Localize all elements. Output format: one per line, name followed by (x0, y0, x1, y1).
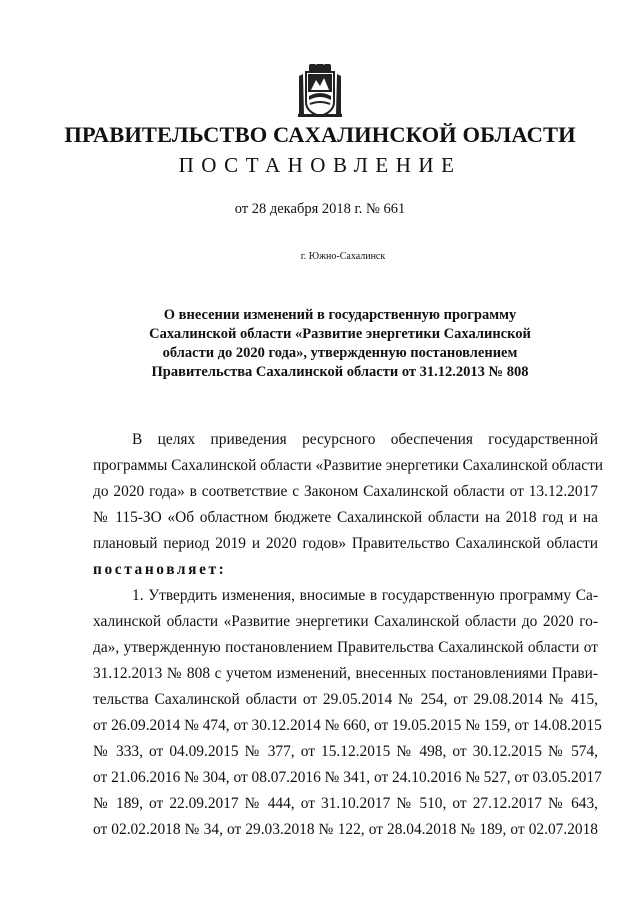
item-line: от 21.06.2016 № 304, от 08.07.2016 № 341, от 24.10.2016 № 527, от 03.05.2017 (93, 769, 602, 786)
item-line: от 02.02.2018 № 34, от 29.03.2018 № 122, от 28.04.2018 № 189, от 02.07.2018 (93, 821, 598, 838)
preamble-line: В целях приведения ресурсного обеспечения государственной (132, 431, 598, 448)
item-line: халинской области «Развитие энергетики Сахалинской области до 2020 го- (93, 613, 598, 630)
document-subject (120, 306, 560, 382)
subject-line: области до 2020 года», утвержденную постановлением (162, 345, 518, 361)
item-line: № 333, от 04.09.2015 № 377, от 15.12.2015 № 498, от 30.12.2015 № 574, (93, 743, 598, 760)
item-line: № 189, от 22.09.2017 № 444, от 31.10.2017 № 510, от 27.12.2017 № 643, (93, 795, 598, 812)
document-type: ПОСТАНОВЛЕНИЕ (178, 153, 462, 177)
item-line: 1. Утвердить изменения, вносимые в государственную программу Са- (132, 587, 598, 604)
subject-line: Правительства Сахалинской области от 31.12.2013 № 808 (151, 364, 529, 380)
resolve-word: постановляет: (93, 561, 227, 578)
item-1-paragraph (93, 583, 602, 843)
preamble-line: до 2020 года» в соответствие с Законом Сахалинской области от 13.12.2017 (93, 483, 598, 500)
preamble-line: № 115-ЗО «Об областном бюджете Сахалинской области на 2018 год и на (93, 509, 598, 526)
preamble-line: программы Сахалинской области «Развитие энергетики Сахалинской области (93, 457, 604, 474)
subject-line: О внесении изменений в государственную программу (163, 307, 517, 323)
document-city: г. Южно-Сахалинск (300, 251, 386, 262)
government-title: ПРАВИТЕЛЬСТВО САХАЛИНСКОЙ ОБЛАСТИ (64, 122, 576, 147)
item-line: да», утвержденную постановлением Правительства Сахалинской области от (93, 639, 598, 656)
coat-of-arms-emblem (296, 64, 344, 120)
item-line: 31.12.2013 № 808 с учетом изменений, внесенных постановлениями Прави- (93, 665, 598, 682)
subject-line: Сахалинской области «Развитие энергетики Сахалинской (149, 326, 531, 342)
preamble-paragraph (93, 427, 604, 583)
item-line: от 26.09.2014 № 474, от 30.12.2014 № 660, от 19.05.2015 № 159, от 14.08.2015 (93, 717, 602, 734)
preamble-line: плановый период 2019 и 2020 годов» Правительство Сахалинской области (93, 535, 598, 552)
item-line: тельства Сахалинской области от 29.05.2014 № 254, от 29.08.2014 № 415, (93, 691, 598, 708)
document-date-number: от 28 декабря 2018 г. № 661 (234, 201, 406, 217)
document-body (93, 427, 604, 843)
